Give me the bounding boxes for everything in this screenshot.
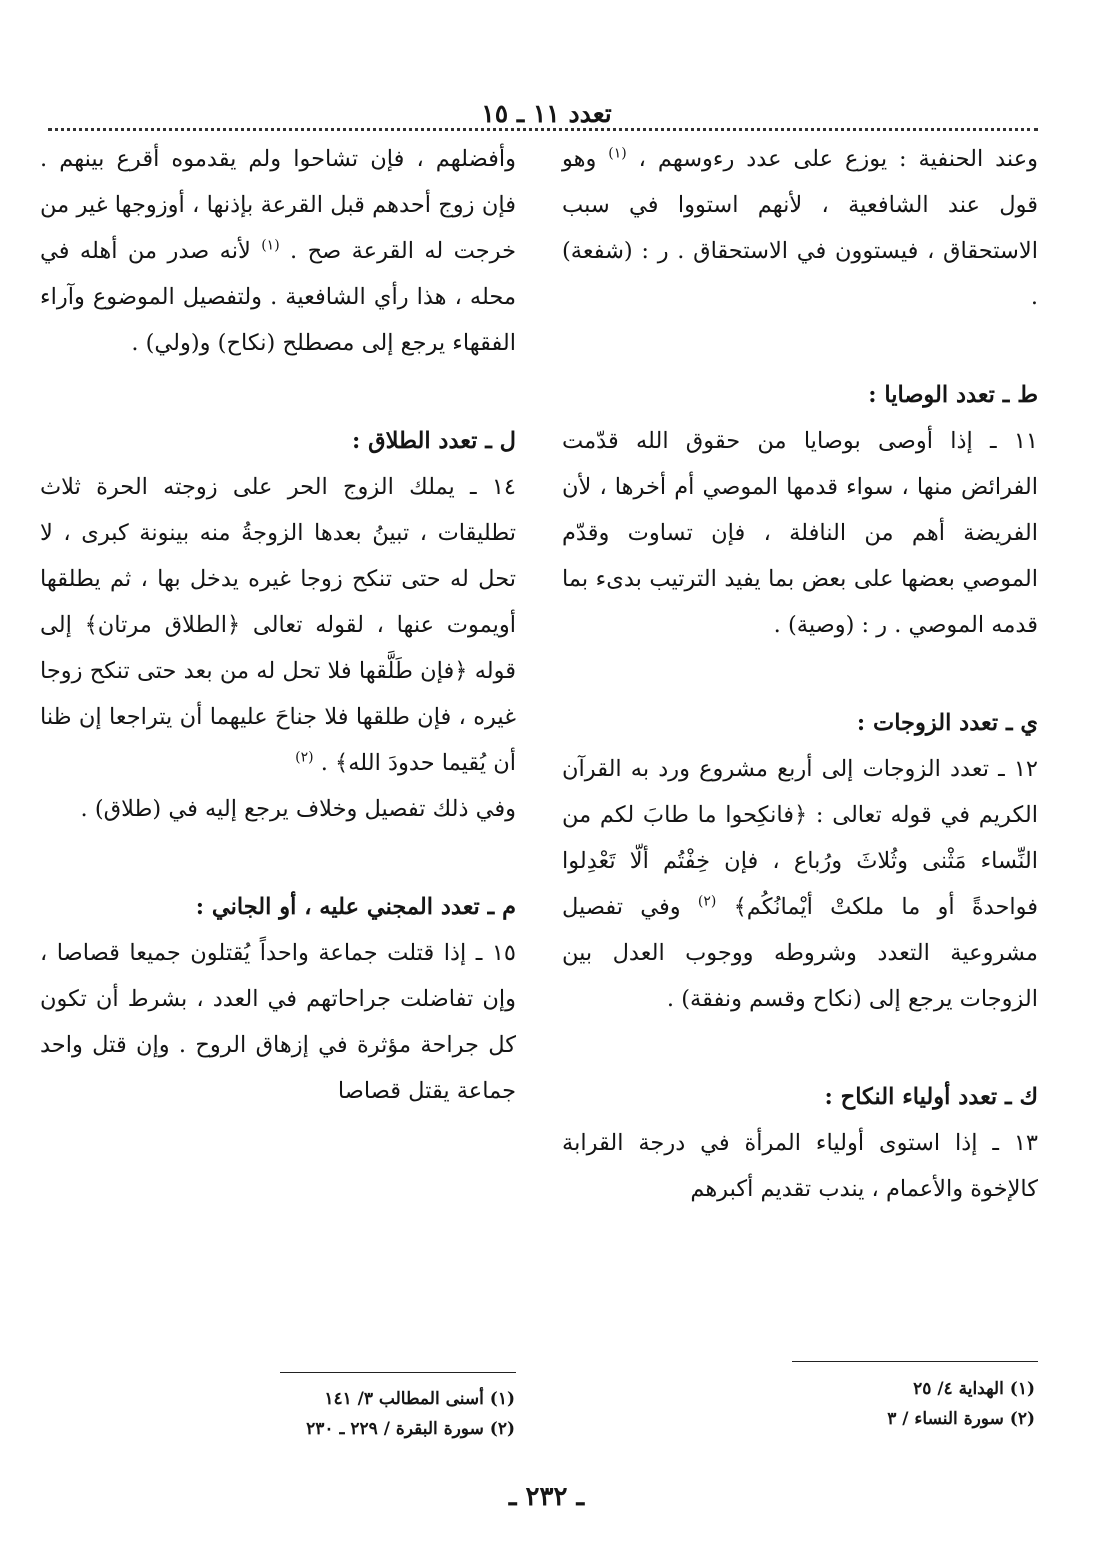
paragraph-text: وعند الحنفية : يوزع على عدد رءوسهم ، <box>638 146 1039 172</box>
section-heading-talaq: ل ـ تعدد الطلاق : <box>352 428 516 454</box>
spacer <box>562 1022 1038 1070</box>
spacer <box>40 366 516 414</box>
footnote-ref: (٢) <box>697 893 717 910</box>
section-heading-wasaya: ط ـ تعدد الوصايا : <box>868 382 1038 408</box>
left-column <box>40 136 516 1114</box>
footnotes-right <box>735 1374 1035 1434</box>
paragraph-text: ١٤ ـ يملك الزوج الحر على زوجته الحرة ثلاث تطليقات ، تبينُ بعدها الزوجةُ منه بينونة كبرى ، لا تحل له حتى تنكح زوجا غيره يدخل بها ، ثم يطلقها أويموت عنها ، لقوله تعالى ﴿الطلاق مرتان﴾ إلى قوله ﴿فإن طَلَّقها فلا تحل له من بعد حتى تنكح زوجا غيره ، فإن طلقها فلا جناحَ عليهما أن يتراجعا إن ظنا أن يُقيما حدودَ الله﴾ . <box>40 474 516 776</box>
footnote-ref: (١) <box>608 145 627 162</box>
paragraph-text: لأنه صدر من أهله في محله ، هذا رأي الشافعية . ولتفصيل الموضوع وآراء الفقهاء يرجع إلى مصطلح (نكاح) و(ولي) . <box>40 238 516 356</box>
spacer <box>562 648 1038 696</box>
paragraph-hanafi <box>562 136 1038 320</box>
paragraph-continued <box>40 136 516 366</box>
right-column <box>562 136 1038 1212</box>
footnote-ref: (٢) <box>295 749 314 766</box>
footnote-rule-left <box>280 1372 516 1373</box>
section-heading-jinayat: م ـ تعدد المجني عليه ، أو الجاني : <box>195 894 516 920</box>
footnote-item: (٢) سورة النساء / ٣ <box>887 1409 1035 1429</box>
footnote-ref: (١) <box>261 237 280 254</box>
footnotes-left <box>195 1384 515 1444</box>
paragraph-14 <box>40 464 516 786</box>
paragraph-text: وفي تفصيل مشروعية التعدد وشروطه ووجوب العدل بين الزوجات يرجع إلى (نكاح وقسم ونفقة) . <box>562 894 1038 1012</box>
paragraph-text: وهو قول عند الشافعية ، لأنهم استووا في سبب الاستحقاق ، فيستوون في الاستحقاق . ر : (شفعة) . <box>562 146 1038 310</box>
page-number: ـ ٢٣٢ ـ <box>508 1482 585 1512</box>
paragraph-15: ١٥ ـ إذا قتلت جماعة واحداً يُقتلون جميعا قصاصا ، وإن تفاضلت جراحاتهم في العدد ، بشرط أن تكون كل جراحة مؤثرة في إزهاق الروح . وإن قتل واحد جماعة يقتل قصاصا <box>40 940 516 1104</box>
paragraph-12 <box>562 746 1038 1022</box>
footnote-item: (١) الهداية ٤/ ٢٥ <box>913 1379 1035 1399</box>
paragraph-text: وأفضلهم ، فإن تشاحوا ولم يقدموه أقرع بينهم . فإن زوج أحدهم قبل القرعة بإذنها ، أوزوجها غير من خرجت له القرعة صح . <box>40 146 516 264</box>
spacer <box>562 320 1038 368</box>
paragraph-text: ١٢ ـ تعدد الزوجات إلى أربع مشروع ورد به القرآن الكريم في قوله تعالى : ﴿فانكِحوا ما طابَ لكم من النِّساء مَثْنى وثُلاثَ ورُباع ، فإن خِفْتُم ألّا تَعْدِلوا فواحدةً أو ما ملكتْ أيْمانُكُم﴾ <box>562 756 1039 920</box>
header-dotted-rule <box>48 128 1038 131</box>
footnote-item: (٢) سورة البقرة / ٢٢٩ ـ ٢٣٠ <box>306 1419 515 1439</box>
paragraph-13: ١٣ ـ إذا استوى أولياء المرأة في درجة القرابة كالإخوة والأعمام ، يندب تقديم أكبرهم <box>562 1130 1038 1202</box>
running-header: تعدد ١١ ـ ١٥ <box>481 99 612 128</box>
paragraph-14-note: وفي ذلك تفصيل وخلاف يرجع إليه في (طلاق) . <box>80 796 516 822</box>
spacer <box>40 832 516 880</box>
paragraph-11: ١١ ـ إذا أوصى بوصايا من حقوق الله قدّمت الفرائض منها ، سواء قدمها الموصي أم أخرها ، لأن الفريضة أهم من النافلة ، فإن تساوت وقدّم الموصي بعضها على بعض بما يفيد الترتيب بدىء بما قدمه الموصي . ر : (وصية) . <box>562 428 1038 638</box>
section-heading-awliya: ك ـ تعدد أولياء النكاح : <box>824 1084 1038 1110</box>
footnote-rule-right <box>792 1361 1038 1362</box>
footnote-item: (١) أسنى المطالب ٣/ ١٤١ <box>324 1389 515 1409</box>
section-heading-zawjat: ي ـ تعدد الزوجات : <box>856 710 1038 736</box>
